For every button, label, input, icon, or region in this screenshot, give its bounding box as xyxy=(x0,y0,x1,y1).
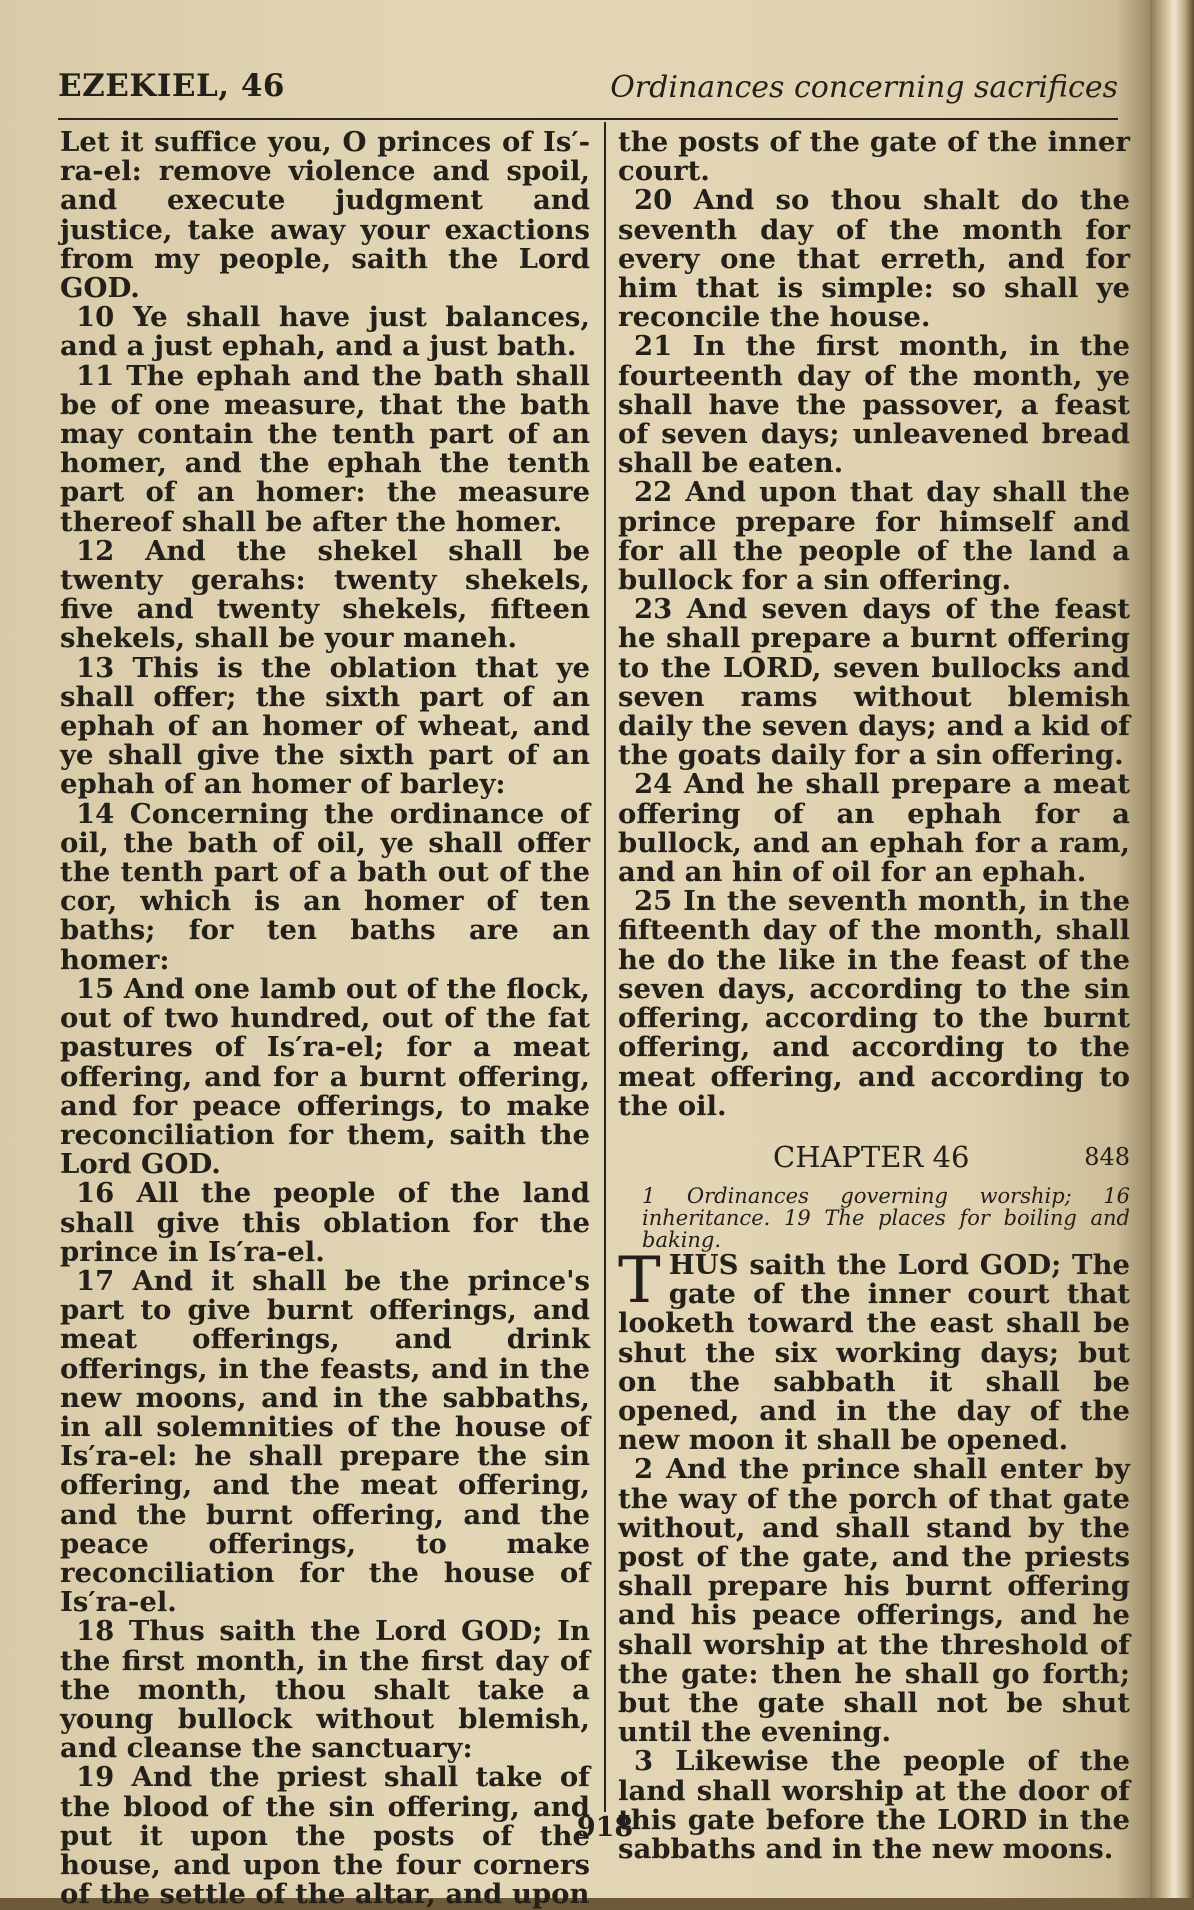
header-rule xyxy=(58,118,1118,120)
verse-19-continuation: the posts of the gate of the inner court. xyxy=(618,126,1130,188)
chapter-heading xyxy=(618,1139,1130,1177)
verse-10: 10 Ye shall have just balances, and a just ephah, and a just bath. xyxy=(60,301,590,363)
right-column xyxy=(618,128,1130,1864)
verse-2: 2 And the prince shall enter by the way of the porch of that gate without, and shall stand by the post of the gate, and the priests shall prepare his burnt offering and his peace offerings, and he shall worship at the threshold of the gate: then he shall go forth; but the gate shall not be shut until the evening. xyxy=(618,1453,1130,1749)
chapter-title: CHAPTER 46 xyxy=(773,1139,970,1174)
page-number: 918 xyxy=(576,1812,634,1843)
verse-13: 13 This is the oblation that ye shall offer; the sixth part of an ephah of an homer of wheat, and ye shall give the sixth part of an ephah of an homer of barley: xyxy=(60,651,590,801)
verse-18: 18 Thus saith the Lord GOD; In the first month, in the first day of the month, thou shalt take a young bullock without blemish, and cleanse the sanctuary: xyxy=(60,1615,590,1765)
verse-19: 19 And the priest shall take of the blood of the sin offering, and put it upon the posts of the house, and upon the four corners of the settle of the altar, and upon xyxy=(60,1761,590,1910)
verse-22: 22 And upon that day shall the prince prepare for himself and for all the people of the land a bullock for a sin offering. xyxy=(618,476,1130,597)
page-edge xyxy=(1150,0,1194,1898)
verse-16: 16 All the people of the land shall give this oblation for the prince in Is′ra-el. xyxy=(60,1177,590,1268)
drop-cap: T xyxy=(618,1243,661,1318)
column-divider xyxy=(604,122,606,1812)
verse-9-continuation: Let it suffice you, O princes of Is′-ra-el: remove violence and spoil, and execute judgment and justice, take away your exactions from my people, saith the Lord GOD. xyxy=(60,126,590,305)
verse-1 xyxy=(618,1243,1130,1457)
verse-17: 17 And it shall be the prince's part to give burnt offerings, and meat offerings, and drink offerings, in the feasts, and in the new moons, and in the sabbaths, in all solemnities of the house of Is′ra-el: he shall prepare the sin offering, and the meat offering, and the burnt offering, and the peace offerings, to make reconciliation for the house of Is′ra-el. xyxy=(60,1264,590,1619)
verse-20: 20 And so thou shalt do the seventh day of the month for every one that erreth, and for him that is simple: so shall ye reconcile the house. xyxy=(618,184,1130,334)
verse-23: 23 And seven days of the feast he shall prepare a burnt offering to the LORD, seven bullocks and seven rams without blemish daily the seven days; and a kid of the goats daily for a sin offering. xyxy=(618,593,1130,772)
verse-25: 25 In the seventh month, in the fifteenth day of the month, shall he do the like in the feast of the seven days, according to the sin offering, according to the burnt offering, and according to the meat offering, and according to the oil. xyxy=(618,885,1130,1122)
verse-15: 15 And one lamb out of the flock, out of two hundred, out of the fat pastures of Is′ra-el; for a meat offering, and for a burnt offering, and for peace offerings, to make reconciliation for them, saith the Lord GOD. xyxy=(60,972,590,1181)
page-header xyxy=(58,68,1118,108)
verse-21: 21 In the first month, in the fourteenth day of the month, ye shall have the passover, a feast of seven days; unleavened bread shall be eaten. xyxy=(618,330,1130,480)
verse-1-text: HUS saith the Lord GOD; The gate of the inner court that looketh toward the east shall be shut the six working days; but on the sabbath it shall be opened, and in the day of the new moon it shall be opened. xyxy=(618,1248,1130,1457)
verse-14: 14 Concerning the ordinance of oil, the bath of oil, ye shall offer the tenth part of a bath out of the cor, which is an homer of ten baths; for ten baths are an homer: xyxy=(60,797,590,976)
verse-24: 24 And he shall prepare a meat offering of an ephah for a bullock, and an ephah for a ram, and an hin of oil for an ephah. xyxy=(618,768,1130,889)
verse-12: 12 And the shekel shall be twenty gerahs: twenty shekels, five and twenty shekels, fifteen shekels, shall be your maneh. xyxy=(60,534,590,655)
verse-11: 11 The ephah and the bath shall be of one measure, that the bath may contain the tenth part of an homer, and the ephah the tenth part of an homer: the measure thereof shall be after the homer. xyxy=(60,359,590,538)
left-column xyxy=(60,128,590,1909)
running-head: Ordinances concerning sacrifices xyxy=(610,70,1118,105)
chapter-summary: 1 Ordinances governing worship; 16 inheritance. 19 The places for boiling and baking. xyxy=(642,1183,1130,1252)
book-reference: EZEKIEL, 46 xyxy=(58,68,285,104)
verse-3: 3 Likewise the people of the land shall worship at the door of this gate before the LORD in the sabbaths and in the new moons. xyxy=(618,1745,1130,1865)
chapter-number: 848 xyxy=(1084,1142,1130,1171)
